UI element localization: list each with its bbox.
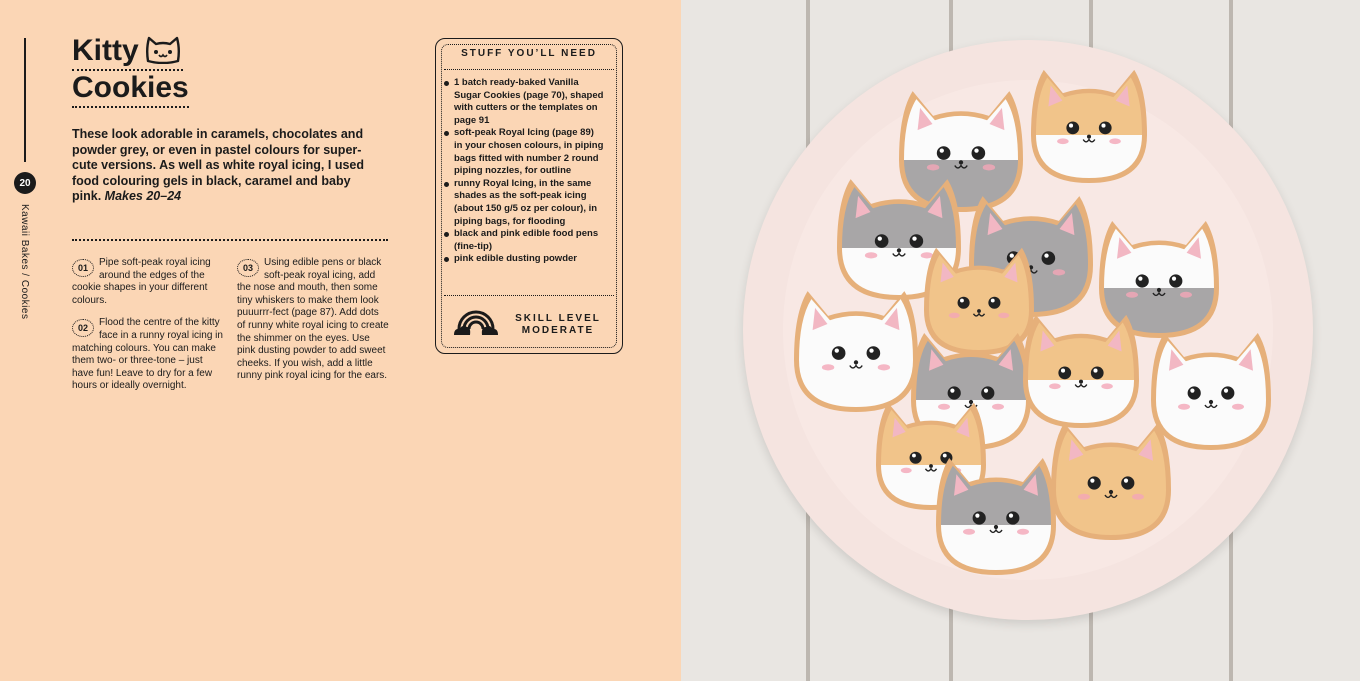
cat-cookie [936,458,1056,575]
ingredient-list [444,77,604,266]
cat-cookie [1151,333,1271,450]
makes-yield: Makes 20–24 [104,189,182,203]
cat-cookie [899,91,1023,212]
cat-face-icon [143,34,183,64]
list-item: black and pink edible food pens (fine-tip) [444,228,604,253]
side-rail-line [24,38,26,162]
step-2 [72,317,224,393]
step-text: Flood the centre of the kitty face in a runny royal icing in matching colours. You can make them two- or three-tone – just have fun! Leave to dry for a few hours or ideally overnight. [72,317,223,392]
step-text: Pipe soft-peak royal icing around the edges of the cookie shapes in your different colours. [72,257,211,306]
step-number: 02 [72,319,94,337]
title-word-1: Kitty [72,34,139,67]
skill-value: MODERATE [521,325,595,336]
intro-text: These look adorable in caramels, chocolates and powder grey, or even in pastel colours for super-cute versions. As well as white royal icing, I used food colouring gels in black, caramel and baby pink. [72,127,364,203]
title-line-2: Cookies [72,71,189,108]
skill-level [508,313,608,337]
steps-column-1 [72,257,224,403]
step-text: Using edible pens or black soft-peak royal icing, add the nose and mouth, then some tiny whiskers to make them look puuurrr-fect (page 87). Add dots of runny white royal icing to create the shimmer on the eyes. Use pink dusting powder to add sweet cheeks. If you wish, add a little runny pink royal icing for the ears. [237,257,389,382]
title-line-1 [72,34,183,71]
cookie-photo [681,0,1360,681]
section-divider [72,239,388,241]
step-number: 01 [72,259,94,277]
list-item: runny Royal Icing, in the same shades as the soft-peak icing (about 150 g/5 oz per colour), in piping bags, for flooding [444,178,604,228]
step-1 [72,257,224,307]
stuff-you-need-box [435,38,623,354]
box-bottom-rule [444,295,614,296]
box-top-rule [444,69,614,70]
box-title: STUFF YOU’LL NEED [461,48,597,59]
rainbow-cloud-icon [453,305,499,337]
cookie-layer [681,0,1360,681]
steps-column-2 [237,257,389,393]
cat-cookie [1051,423,1171,540]
cat-cookie [1099,221,1219,338]
cat-cookie [1031,70,1147,183]
step-3 [237,257,389,383]
page-number: 20 [14,172,36,194]
list-item: 1 batch ready-baked Vanilla Sugar Cookies (page 70), shaped with cutters or the templates on page 91 [444,77,604,127]
recipe-title [72,34,189,108]
list-item: soft-peak Royal Icing (page 89) in your chosen colours, in piping bags fitted with number 2 round piping nozzles, for outline [444,127,604,177]
cat-cookie [1023,315,1139,428]
intro-paragraph [72,127,382,205]
cat-cookie [794,291,918,412]
running-head: Kawaii Bakes / Cookies [19,204,30,320]
step-number: 03 [237,259,259,277]
skill-label: SKILL LEVEL [515,313,601,324]
list-item: pink edible dusting powder [444,253,604,266]
